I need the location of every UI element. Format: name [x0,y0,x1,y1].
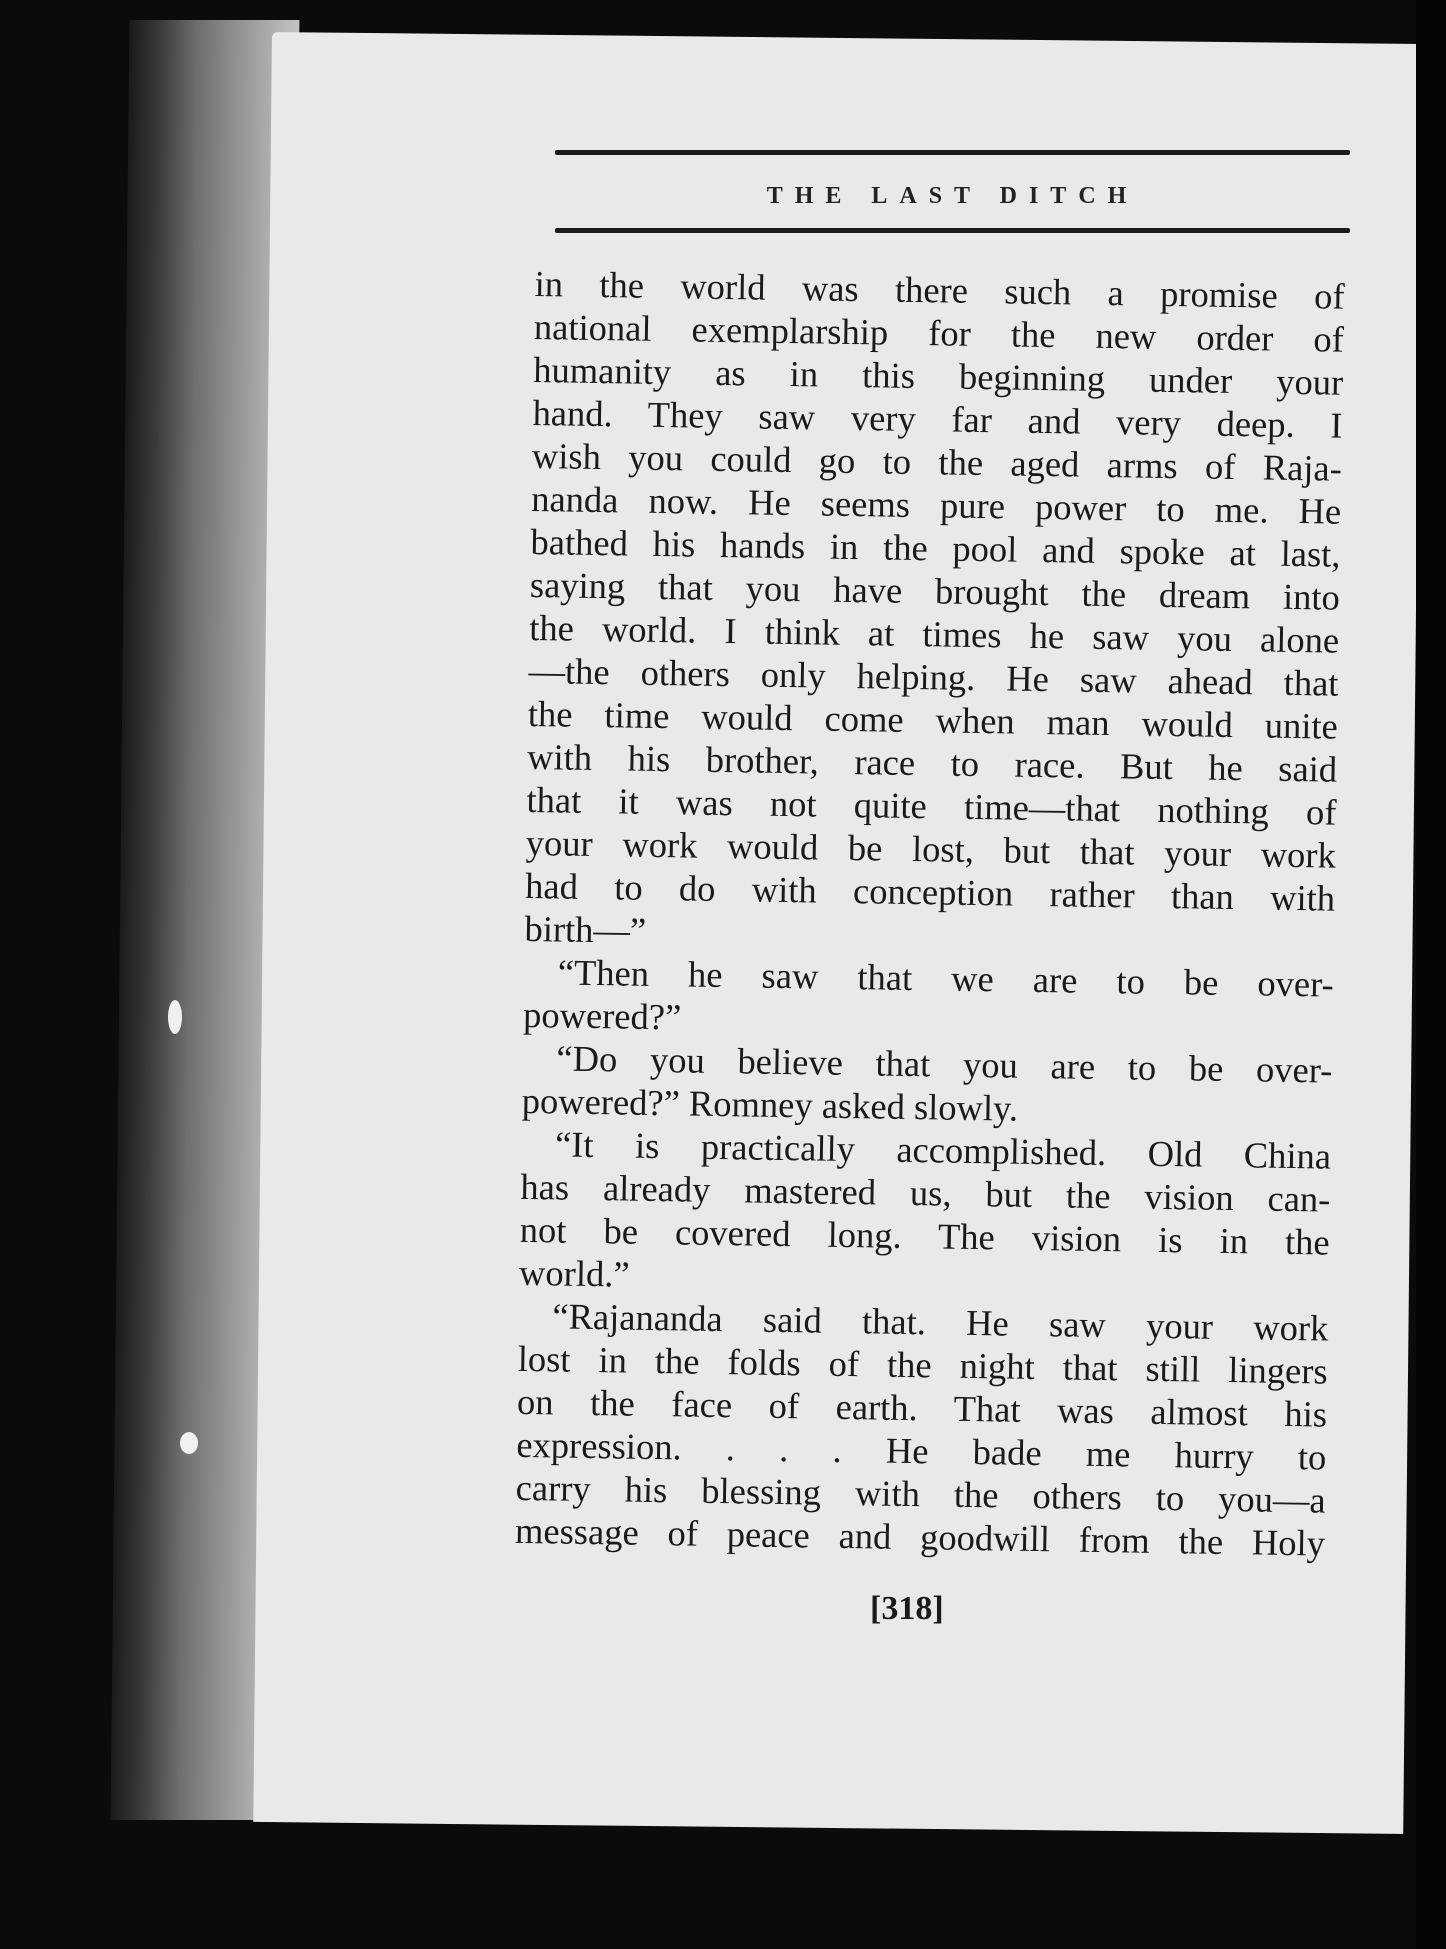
header-top-rule [555,150,1350,155]
text-line: nanda now. He seems pure power to me. He [530,477,1342,532]
running-head: THE LAST DITCH [766,183,1139,209]
text-line: —the others only helping. He saw ahead that [528,649,1339,704]
text-line: the world. I think at times he saw you alone [528,606,1340,661]
text-line: had to do with conception rather than with [524,864,1336,919]
text-line: hand. They saw very far and very deep. I [532,391,1343,446]
text-line: world.” [518,1251,630,1295]
page-header [555,150,1350,233]
header-bottom-rule [555,228,1350,233]
scan-speck [168,1000,182,1034]
text-line: “Do you believe that you are to be over- [556,1037,1333,1091]
scan-speck [180,1432,198,1454]
text-line: birth—” [524,907,647,951]
body-text [515,262,1345,1565]
text-line: message of peace and goodwill from the Holy [514,1509,1326,1564]
text-line: “Then he saw that we are to be over- [557,951,1335,1005]
text-line: “It is practically accomplished. Old China [554,1123,1332,1177]
text-line: has already mastered us, but the vision can- [520,1165,1331,1220]
text-line: the time would come when man would unite [527,692,1339,747]
text-line: powered?” Romney asked slowly. [521,1079,1019,1129]
text-line: national exemplarship for the new order of [533,305,1345,360]
text-line: powered?” [522,993,682,1038]
text-line: carry his blessing with the others to you—a [515,1466,1326,1521]
text-line: “Rajananda said that. He saw your work [552,1295,1329,1349]
text-line: that it was not quite time—that nothing of [526,778,1337,833]
text-line: on the face of earth. That was almost his [516,1380,1328,1435]
text-line: not be covered long. The vision is in the [519,1208,1331,1263]
text-line: in the world was there such a promise of [534,262,1345,317]
text-line: your work would be lost, but that your work [525,821,1337,876]
text-line: expression. . . . He bade me hurry to [516,1423,1327,1478]
text-line: lost in the folds of the night that still lingers [517,1337,1328,1392]
text-line: saying that you have brought the dream into [529,563,1341,618]
text-line: wish you could go to the aged arms of Raja- [531,434,1343,489]
text-line: humanity as in this beginning under your [532,348,1344,403]
text-line: with his brother, race to race. But he said [526,735,1338,790]
page-number: [318] [870,1590,944,1627]
text-line: bathed his hands in the pool and spoke at last, [530,520,1341,575]
scan-border-shadow [1416,0,1446,1949]
